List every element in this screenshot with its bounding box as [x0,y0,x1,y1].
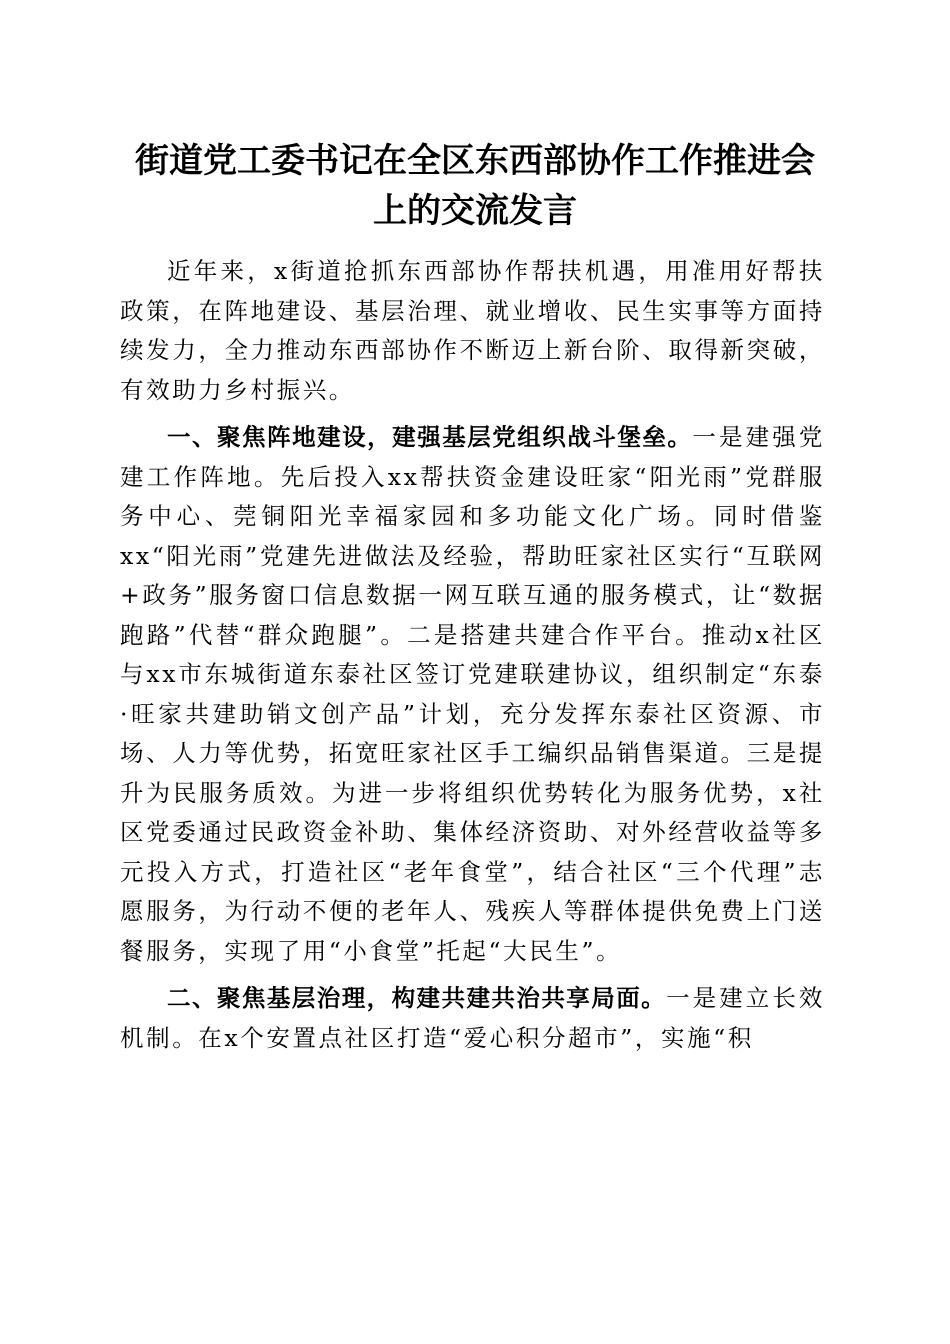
intro-paragraph: 近年来，x街道抢抓东西部协作帮扶机遇，用准用好帮扶政策，在阵地建设、基层治理、就业增收、民生实事等方面持续发力，全力推动东西部协作不断迈上新台阶、取得新突破，有效助力乡村振兴。 [120,257,825,404]
section-1-body: 一是建强党建工作阵地。先后投入xx帮扶资金建设旺家“阳光雨”党群服务中心、莞铜阳光幸福家园和多功能文化广场。同时借鉴xx“阳光雨”党建先进做法及经验，帮助旺家社区实行“互联网+政务”服务窗口信息数据一网互联互通的服务模式，让“数据跑路”代替“群众跑腿”。二是搭建共建合作平台。推动x社区与xx市东城街道东泰社区签订党建联建协议，组织制定“东泰·旺家共建助销文创产品”计划，充分发挥东泰社区资源、市场、人力等优势，拓宽旺家社区手工编织品销售渠道。三是提升为民服务质效。为进一步将组织优势转化为服务优势，x社区党委通过民政资金补助、集体经济资助、对外经营收益等多元投入方式，打造社区“老年食堂”，结合社区“三个代理”志愿服务，为行动不便的老年人、残疾人等群体提供免费上门送餐服务，实现了用“小食堂”托起“大民生”。 [120,423,826,965]
section-2-body: 一是建立长效机制。在x个安置点社区打造“爱心积分超市”，实施“积 [120,984,826,1052]
document-title [100,136,850,236]
title-line-1: 街道党工委书记在全区东西部协作工作推进会 [135,141,815,181]
title-line-2: 上的交流发言 [373,191,577,231]
document-body [120,252,825,1066]
section-1-paragraph [120,418,825,971]
section-1-heading: 一、聚焦阵地建设，建强基层党组织战斗堡垒。 [167,423,693,451]
section-2-heading: 二、聚焦基层治理，构建共建共治共享局面。 [167,984,667,1012]
section-2-paragraph [120,979,825,1058]
